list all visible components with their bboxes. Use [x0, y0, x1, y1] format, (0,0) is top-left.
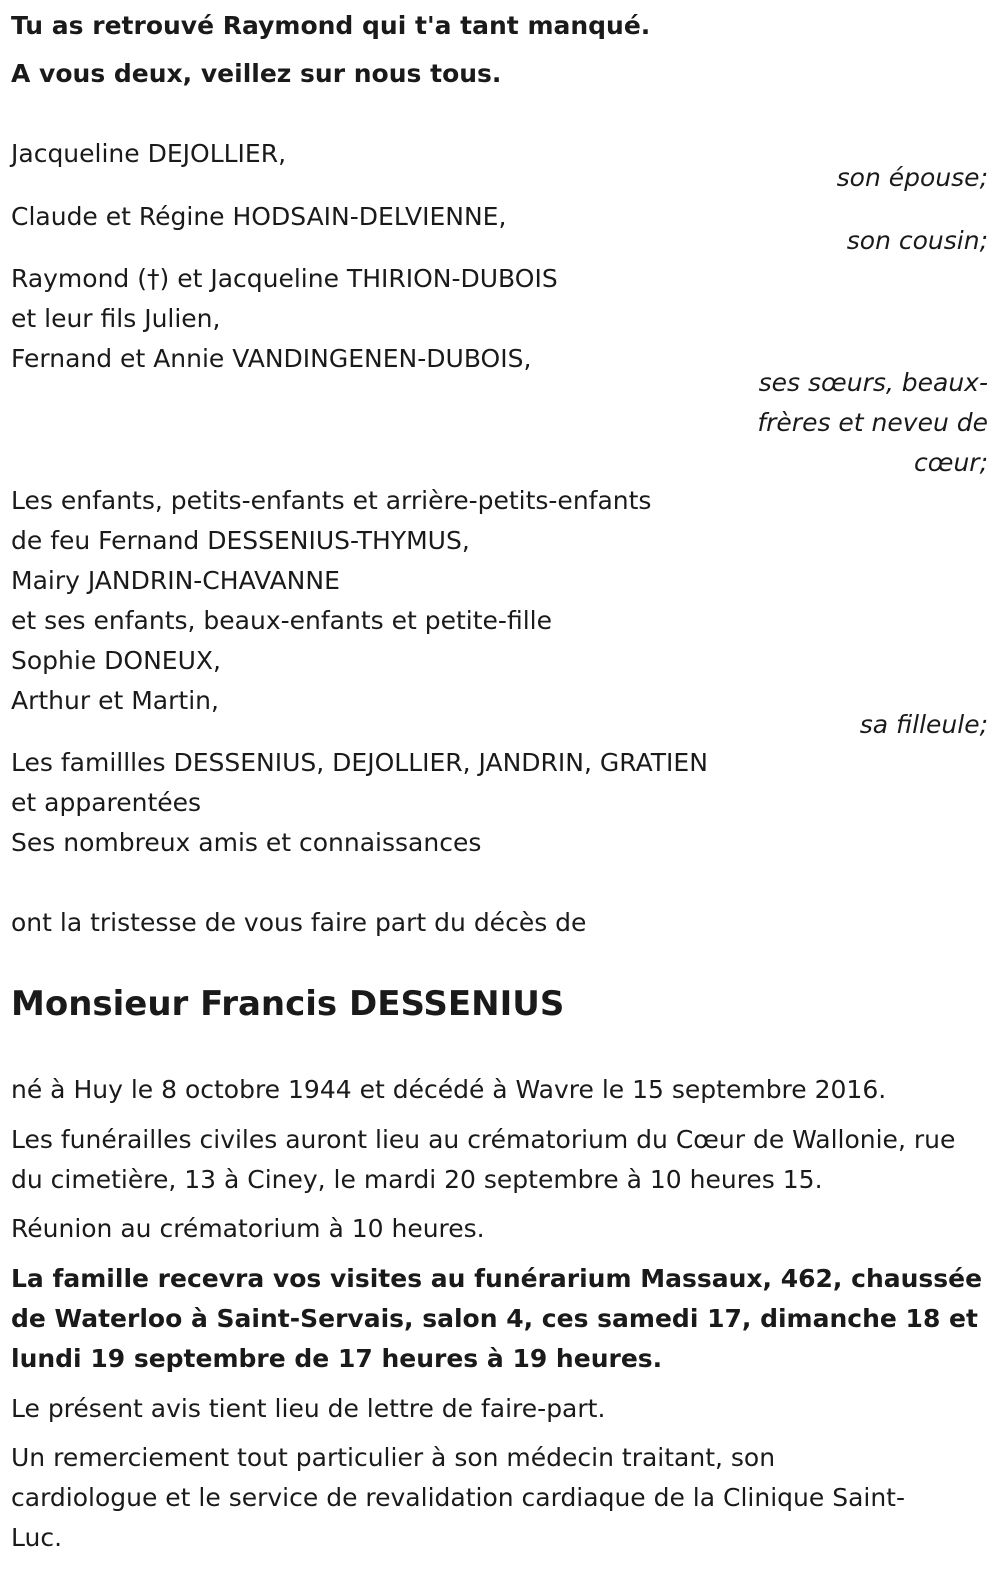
family-line: et ses enfants, beaux-enfants et petite-fille — [11, 606, 552, 635]
family-jacqueline: Jacqueline DEJOLLIER, — [11, 139, 287, 168]
relation-line: ses sœurs, beaux- — [758, 368, 988, 397]
deceased-name: Monsieur Francis DESSENIUS — [11, 984, 565, 1024]
family-line: Les enfants, petits-enfants et arrière-petits-enfants — [11, 486, 652, 515]
family-line: Fernand et Annie VANDINGENEN-DUBOIS, — [11, 344, 532, 373]
family-line: Sophie DONEUX, — [11, 646, 221, 675]
family-line: de feu Fernand DESSENIUS-THYMUS, — [11, 526, 470, 555]
family-line: et apparentées — [11, 788, 202, 817]
intro-line-2: A vous deux, veillez sur nous tous. — [11, 59, 502, 88]
family-line: et leur fils Julien, — [11, 304, 221, 333]
family-group-sisters — [11, 259, 558, 379]
family-group-children — [11, 481, 651, 721]
birth-death: né à Huy le 8 octobre 1944 et décédé à Wavre le 15 septembre 2016. — [11, 1075, 887, 1104]
relation-spouse: son épouse; — [836, 163, 988, 192]
thanks: Un remerciement tout particulier à son médecin traitant, son cardiologue et le service de revalidation cardiaque de la Clinique Saint-Luc. — [11, 1443, 906, 1552]
relation-sisters — [757, 363, 988, 483]
relation-cousin: son cousin; — [846, 226, 988, 255]
visits-details: La famille recevra vos visites au funérarium Massaux, 462, chaussée de Waterloo à Saint-Servais, salon 4, ces samedi 17, dimanche 18 et lundi 19 septembre de 17 heures à 19 heures. — [11, 1264, 983, 1373]
relation-line: frères et neveu de — [757, 408, 988, 437]
family-claude-regine: Claude et Régine HODSAIN-DELVIENNE, — [11, 202, 507, 231]
family-line: Ses nombreux amis et connaissances — [11, 828, 482, 857]
family-line: Les famillles DESSENIUS, DEJOLLIER, JANDRIN, GRATIEN — [11, 748, 708, 777]
funeral-details: Les funérailles civiles auront lieu au crématorium du Cœur de Wallonie, rue du cimetière, 13 à Ciney, le mardi 20 septembre à 10 heures 15. — [11, 1125, 956, 1194]
announcement: ont la tristesse de vous faire part du décès de — [11, 908, 587, 937]
family-group-families — [11, 743, 708, 863]
family-line: Arthur et Martin, — [11, 686, 219, 715]
notice: Le présent avis tient lieu de lettre de faire-part. — [11, 1394, 606, 1423]
intro-line-1: Tu as retrouvé Raymond qui t'a tant manqué. — [11, 11, 651, 40]
relation-goddaughter: sa filleule; — [859, 710, 988, 739]
relation-line: cœur; — [914, 448, 988, 477]
family-line: Raymond (†) et Jacqueline THIRION-DUBOIS — [11, 264, 558, 293]
family-line: Mairy JANDRIN-CHAVANNE — [11, 566, 340, 595]
gathering: Réunion au crématorium à 10 heures. — [11, 1214, 485, 1243]
